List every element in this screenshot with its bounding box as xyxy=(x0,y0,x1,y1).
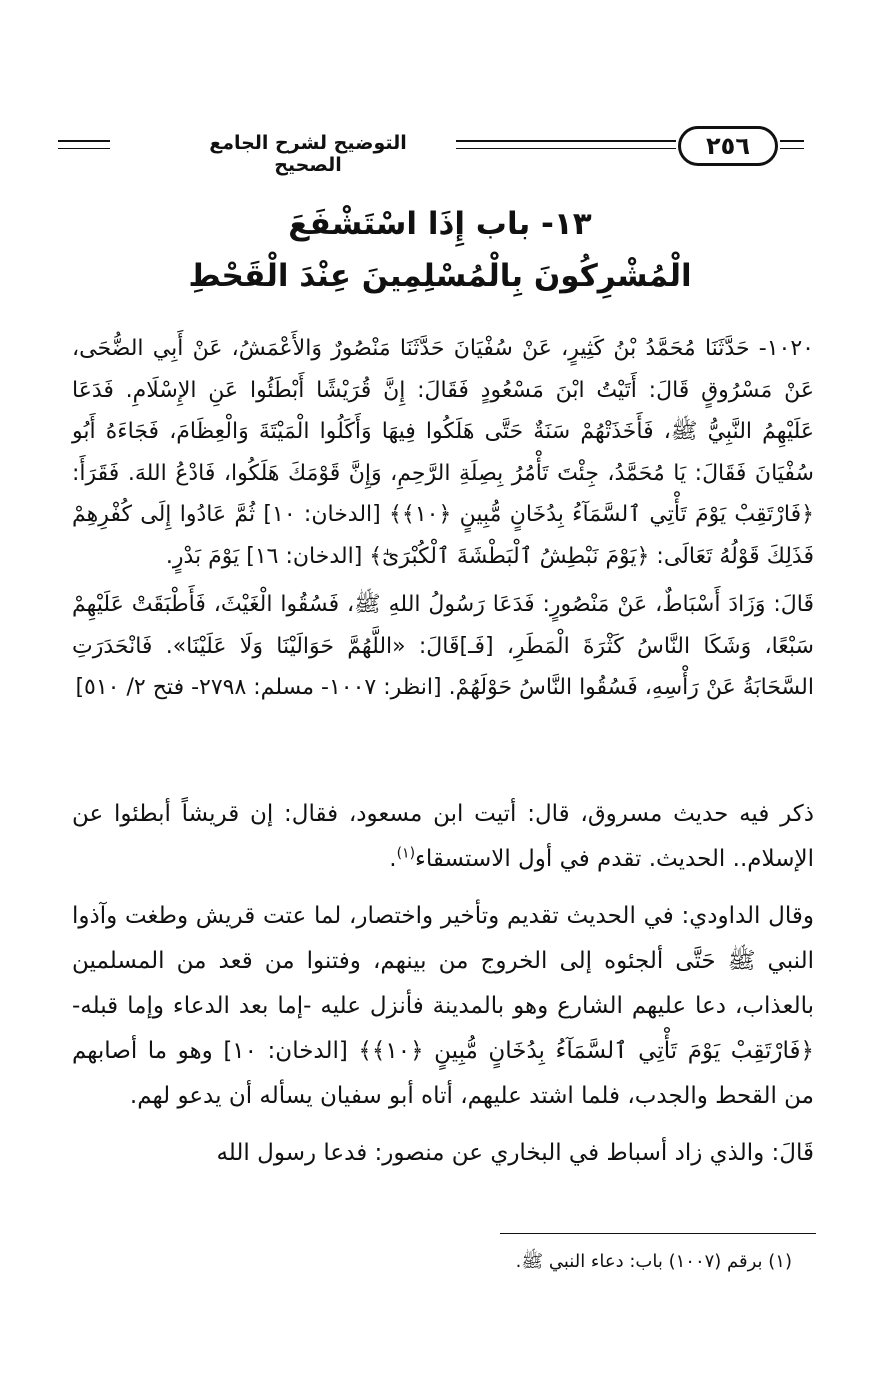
commentary-paragraph-2: وقال الداودي: في الحديث تقديم وتأخير واختصار، لما عتت قريش وطغت وآذوا النبي ﷺ حَتَّى ألجئوه إلى الخروج من بينهم، وفتنوا من قعد من المسلمين بالعذاب، دعا عليهم الشارع وهو بالمدينة فأنزل عليه -إما بعد الدعاء وإما قبله- ﴿فَارْتَقِبْ يَوْمَ تَأْتِي ٱلسَّمَآءُ بِدُخَانٍ مُّبِينٍ ﴿١٠﴾﴾ [الدخان: ١٠] وهو ما أصابهم من القحط والجدب، فلما اشتد عليهم، أتاه أبو سفيان يسأله أن يدعو لهم. xyxy=(72,903,814,1109)
chapter-heading-line1: ١٣- باب إِذَا اسْتَشْفَعَ xyxy=(288,206,592,242)
running-title: التوضيح لشرح الجامع الصحيح xyxy=(209,132,407,176)
hadith-block xyxy=(72,328,814,709)
header-rule-middle-thin xyxy=(456,148,676,149)
commentary-paragraph-3: قَالَ: والذي زاد أسباط في البخاري عن منصور: فدعا رسول الله xyxy=(216,1140,814,1166)
header-rule-left xyxy=(58,140,110,142)
commentary-paragraph-1-text: ذكر فيه حديث مسروق، قال: أتيت ابن مسعود، فقال: إن قريشاً أبطئوا عن الإسلام.. الحديث. تقدم في أول الاستسقاء xyxy=(72,801,814,872)
footnote-separator xyxy=(500,1233,816,1234)
chapter-heading-line2: الْمُشْرِكُونَ بِالْمُسْلِمِينَ عِنْدَ الْقَحْطِ xyxy=(188,258,692,294)
header-rule-right xyxy=(780,140,804,142)
commentary-paragraph-1-end: . xyxy=(389,846,397,872)
footnote: (١) برقم (١٠٠٧) باب: دعاء النبي ﷺ. xyxy=(515,1251,792,1272)
footnote-reference: (١) xyxy=(396,845,416,862)
commentary-paragraph-1 xyxy=(72,792,814,882)
header-rule-right-thin xyxy=(780,148,804,149)
hadith-paragraph-2: قَالَ: وَزَادَ أَسْبَاطٌ، عَنْ مَنْصُورٍ: فَدَعَا رَسُولُ اللهِ ﷺ، فَسُقُوا الْغَيْثَ، فَأَطْبَقَتْ عَلَيْهِمْ سَبْعًا، وَشَكَا النَّاسُ كَثْرَةَ الْمَطَرِ، [فَـ]قَالَ: «اللَّهُمَّ حَوَالَيْنَا وَلَا عَلَيْنَا». فَانْحَدَرَتِ السَّحَابَةُ عَنْ رَأْسِهِ، فَسُقُوا النَّاسُ حَوْلَهُمْ. [انظر: ١٠٠٧- مسلم: ٢٧٩٨- فتح ٢/ ٥١٠] xyxy=(72,592,814,700)
commentary-block xyxy=(72,792,814,1176)
header-rule-middle xyxy=(456,140,676,142)
page-header xyxy=(58,126,804,176)
header-rule-left-thin xyxy=(58,148,110,149)
hadith-paragraph-1: ١٠٢٠- حَدَّثَنَا مُحَمَّدُ بْنُ كَثِيرٍ، عَنْ سُفْيَانَ حَدَّثَنَا مَنْصُورٌ وَالأَعْمَشُ، عَنْ أَبِي الضُّحَى، عَنْ مَسْرُوقٍ قَالَ: أَتَيْتُ ابْنَ مَسْعُودٍ فَقَالَ: إِنَّ قُرَيْشًا أَبْطَئُوا عَنِ الإِسْلَامِ. فَدَعَا عَلَيْهِمُ النَّبِيُّ ﷺ، فَأَخَذَتْهُمْ سَنَةٌ حَتَّى هَلَكُوا فِيهَا وَأَكَلُوا الْمَيْتَةَ وَالْعِظَامَ، فَجَاءَهُ أَبُو سُفْيَانَ فَقَالَ: يَا مُحَمَّدُ، جِئْتَ تَأْمُرُ بِصِلَةِ الرَّحِمِ، وَإِنَّ قَوْمَكَ هَلَكُوا، فَادْعُ اللهَ. فَقَرَأَ: ﴿فَارْتَقِبْ يَوْمَ تَأْتِي ٱلسَّمَآءُ بِدُخَانٍ مُّبِينٍ ﴿١٠﴾﴾ [الدخان: ١٠] ثُمَّ عَادُوا إِلَى كُفْرِهِمْ فَذَلِكَ قَوْلُهُ تَعَالَى: ﴿يَوْمَ نَبْطِشُ ٱلْبَطْشَةَ ٱلْكُبْرَىٰٓ﴾ [الدخان: ١٦] يَوْمَ بَدْرٍ. xyxy=(72,336,814,569)
page-number: ٢٥٦ xyxy=(678,126,778,166)
